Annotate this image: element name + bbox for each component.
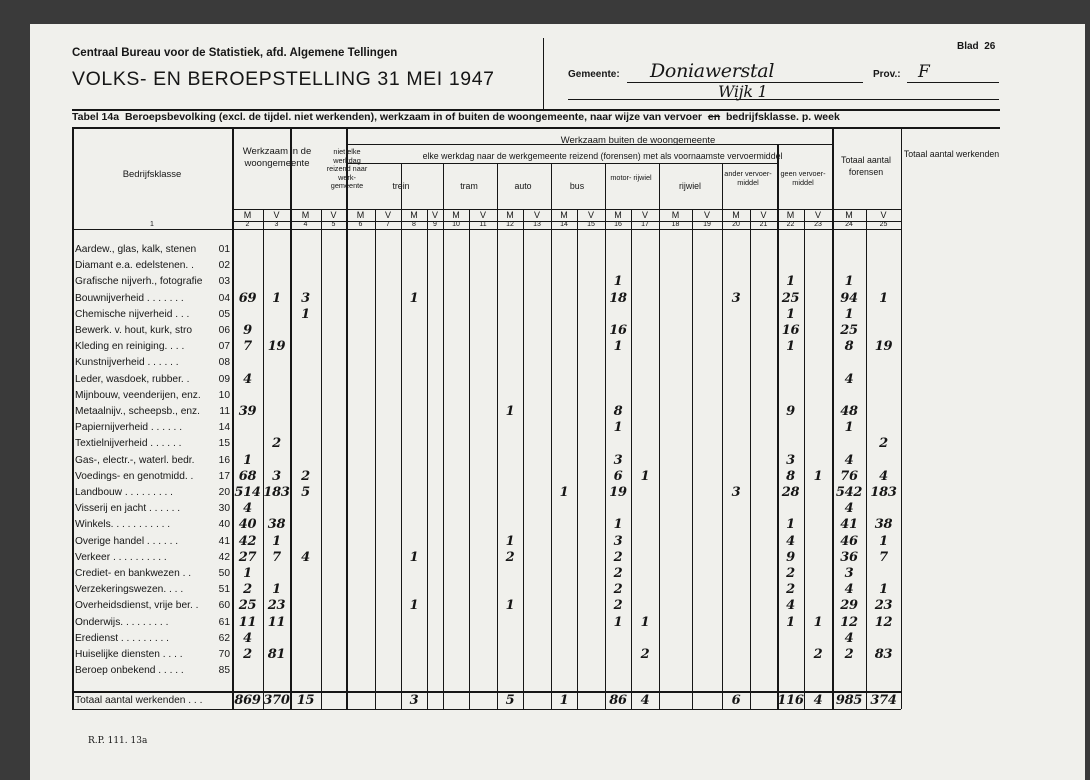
row-code: 50 bbox=[218, 568, 230, 579]
grid-vline bbox=[631, 209, 632, 709]
cell-value: 36 bbox=[840, 549, 858, 565]
cell-value: 39 bbox=[238, 404, 257, 419]
cell-value: 1 bbox=[505, 533, 515, 549]
bureau-name: Centraal Bureau voor de Statistiek, afd. Algemene Tellingen bbox=[72, 47, 398, 59]
mv-label: M bbox=[845, 210, 853, 220]
header-geen-vervoermiddel: geen vervoer- middel bbox=[780, 169, 826, 187]
grid-vline bbox=[263, 209, 264, 709]
cell-value: 9 bbox=[786, 549, 795, 565]
header-totaal-forensen: Totaal aantal forensen bbox=[841, 155, 891, 177]
row-label: Aardew., glas, kalk, stenen bbox=[75, 244, 197, 255]
mv-label: M bbox=[671, 210, 680, 220]
row-code: 08 bbox=[218, 357, 230, 369]
mv-label: V bbox=[814, 210, 821, 220]
row-code: 51 bbox=[218, 584, 230, 596]
row-code: 30 bbox=[218, 503, 230, 515]
table-top-rule bbox=[72, 127, 1000, 129]
column-number: 22 bbox=[786, 221, 795, 228]
column-number: 11 bbox=[479, 221, 487, 228]
grid-vline bbox=[659, 163, 660, 709]
header-buiten-woongemeente: Werkzaam buiten de woongemeente bbox=[560, 135, 716, 146]
cell-value: 3 bbox=[731, 290, 741, 306]
gemeente-value: Doniawerstal bbox=[650, 60, 775, 82]
mv-label: V bbox=[431, 210, 438, 220]
cell-value: 25 bbox=[781, 290, 800, 306]
cell-value: 6 bbox=[613, 468, 623, 484]
row-code: 11 bbox=[219, 406, 230, 417]
mv-label: M bbox=[301, 210, 310, 220]
cell-value: 4 bbox=[243, 371, 252, 387]
cell-value: 1 bbox=[243, 452, 252, 468]
prov-value: F bbox=[918, 62, 930, 82]
cell-value: 8 bbox=[844, 339, 854, 355]
census-form bbox=[30, 24, 1085, 780]
header-bus: bus bbox=[569, 181, 585, 191]
grid-vline bbox=[427, 209, 428, 709]
grid-vline bbox=[321, 209, 322, 709]
row-label: Beroep onbekend . . . . . bbox=[75, 665, 184, 677]
cell-value: 4 bbox=[301, 549, 310, 565]
header-niet-elke-werkdag: niet elke werkdag reizend naar werk- gemeente bbox=[326, 147, 368, 190]
cell-value: 542 bbox=[835, 485, 863, 500]
column-number: 20 bbox=[732, 221, 740, 228]
total-value: 4 bbox=[640, 693, 650, 709]
total-value: 3 bbox=[409, 693, 419, 709]
cell-value: 9 bbox=[243, 323, 252, 338]
cell-value: 25 bbox=[238, 598, 257, 614]
column-number: 9 bbox=[433, 221, 437, 228]
mv-label: V bbox=[330, 210, 337, 220]
row-code: 85 bbox=[218, 665, 230, 677]
grid-vline bbox=[497, 163, 498, 709]
row-label: Huiselijke diensten . . . . bbox=[75, 649, 183, 660]
cell-value: 19 bbox=[609, 485, 627, 500]
grid-vline bbox=[577, 209, 578, 709]
row-code: 03 bbox=[218, 276, 230, 288]
mv-label: M bbox=[410, 210, 418, 220]
row-label: Onderwijs. . . . . . . . . bbox=[75, 616, 169, 628]
header-bedrijfsklasse: Bedrijfsklasse bbox=[122, 169, 182, 180]
cell-value: 1 bbox=[786, 614, 795, 630]
grid-hline bbox=[232, 209, 901, 210]
blad-label: Blad 26 bbox=[957, 41, 996, 52]
total-value: 116 bbox=[777, 693, 804, 709]
cell-value: 2 bbox=[844, 647, 854, 662]
cell-value: 2 bbox=[613, 598, 623, 614]
row-code: 17 bbox=[218, 470, 230, 482]
cell-value: 1 bbox=[613, 614, 623, 630]
cell-value: 4 bbox=[243, 501, 252, 517]
grid-vline bbox=[692, 209, 693, 709]
cell-value: 2 bbox=[301, 468, 310, 484]
row-label: Verkeer . . . . . . . . . . bbox=[75, 551, 167, 563]
cell-value: 8 bbox=[613, 404, 623, 419]
cell-value: 41 bbox=[840, 517, 858, 533]
cell-value: 2 bbox=[505, 549, 515, 565]
row-label: Kleding en reiniging. . . . bbox=[75, 341, 185, 353]
column-number: 5 bbox=[331, 221, 336, 228]
row-code: 15 bbox=[218, 438, 230, 450]
cell-value: 1 bbox=[243, 566, 252, 581]
column-number: 25 bbox=[879, 221, 888, 228]
cell-value: 7 bbox=[879, 549, 888, 565]
cell-value: 1 bbox=[409, 290, 419, 306]
column-number: 4 bbox=[303, 221, 308, 228]
cell-value: 23 bbox=[267, 598, 286, 614]
cell-value: 4 bbox=[786, 533, 795, 549]
cell-value: 3 bbox=[301, 290, 310, 306]
cell-value: 40 bbox=[238, 517, 257, 533]
column-number: 2 bbox=[245, 221, 250, 228]
mv-label: V bbox=[533, 210, 540, 220]
grid-vline bbox=[722, 163, 723, 709]
cell-value: 4 bbox=[844, 582, 854, 598]
cell-value: 9 bbox=[786, 404, 795, 419]
mv-label: V bbox=[703, 210, 710, 220]
cell-value: 1 bbox=[409, 598, 419, 614]
row-label: Bewerk. v. hout, kurk, stro bbox=[75, 325, 193, 336]
cell-value: 4 bbox=[243, 630, 252, 646]
row-label: Voedings- en genotmidd. . bbox=[75, 470, 194, 482]
prov-label: Prov.: bbox=[873, 69, 901, 80]
cell-value: 1 bbox=[879, 533, 888, 549]
cell-value: 19 bbox=[874, 339, 893, 355]
mv-label: V bbox=[641, 210, 648, 220]
row-code: 06 bbox=[218, 325, 230, 336]
header-totaal-werkenden: Totaal aantal werkenden bbox=[903, 149, 1000, 159]
cell-value: 48 bbox=[840, 404, 858, 419]
prov-line bbox=[907, 82, 999, 83]
cell-value: 1 bbox=[640, 468, 650, 484]
column-number: 19 bbox=[703, 221, 711, 228]
grid-vline bbox=[469, 209, 470, 709]
cell-value: 3 bbox=[613, 452, 623, 468]
cell-value: 29 bbox=[840, 598, 858, 614]
cell-value: 1 bbox=[272, 533, 281, 549]
cell-value: 46 bbox=[840, 533, 858, 549]
row-label: Gas-, electr.-, waterl. bedr. bbox=[75, 454, 195, 466]
cell-value: 81 bbox=[267, 647, 286, 662]
cell-value: 38 bbox=[874, 517, 893, 533]
row-label: Winkels. . . . . . . . . . . bbox=[75, 519, 171, 531]
grid-vline bbox=[750, 209, 751, 709]
cell-value: 27 bbox=[238, 549, 257, 565]
cell-value: 83 bbox=[874, 647, 893, 662]
table-title: Tabel 14a Beroepsbevolking (excl. de tijdel. niet werkenden), werkzaam in of buiten de woongemeente, naar wijze van vervoer en bedrijfsklasse. p. week bbox=[72, 111, 840, 123]
cell-value: 1 bbox=[786, 339, 795, 355]
grid-vline bbox=[551, 163, 552, 709]
cell-value: 42 bbox=[238, 533, 257, 549]
total-value: 370 bbox=[263, 693, 290, 709]
cell-value: 1 bbox=[272, 582, 281, 598]
cell-value: 1 bbox=[786, 517, 795, 533]
row-code: 62 bbox=[218, 632, 230, 644]
grid-vline bbox=[290, 127, 292, 709]
header-auto: auto bbox=[514, 181, 532, 191]
cell-value: 4 bbox=[844, 630, 854, 646]
mv-label: V bbox=[587, 210, 594, 220]
column-number: 7 bbox=[386, 221, 390, 228]
row-label: Diamant e.a. edelstenen. . bbox=[75, 260, 194, 272]
mv-label: M bbox=[732, 210, 740, 220]
column-number: 23 bbox=[814, 221, 822, 228]
grid-vline bbox=[901, 127, 902, 709]
cell-value: 8 bbox=[786, 468, 795, 484]
row-code: 14 bbox=[218, 422, 230, 434]
cell-value: 16 bbox=[781, 323, 800, 338]
cell-value: 3 bbox=[613, 533, 623, 549]
total-value: 5 bbox=[505, 693, 515, 709]
row-code: 42 bbox=[218, 551, 230, 563]
cell-value: 1 bbox=[786, 274, 795, 290]
cell-value: 1 bbox=[613, 274, 623, 290]
column-number: 6 bbox=[358, 221, 363, 228]
grid-hline bbox=[72, 229, 901, 230]
row-code: 40 bbox=[218, 519, 230, 531]
row-code: 01 bbox=[218, 244, 230, 255]
grid-vline bbox=[804, 209, 805, 709]
cell-value: 2 bbox=[613, 566, 623, 581]
cell-value: 1 bbox=[813, 468, 823, 484]
row-code: 05 bbox=[218, 308, 230, 320]
grid-vline bbox=[866, 209, 867, 709]
cell-value: 183 bbox=[870, 485, 897, 500]
cell-value: 3 bbox=[272, 468, 281, 484]
cell-value: 3 bbox=[844, 566, 854, 581]
mv-label: M bbox=[356, 210, 365, 220]
row-label: Overige handel . . . . . . bbox=[75, 535, 179, 547]
mv-label: M bbox=[560, 210, 568, 220]
cell-value: 2 bbox=[879, 436, 888, 452]
grid-vline bbox=[375, 209, 376, 709]
header-ander-vervoermiddel: ander vervoer- middel bbox=[724, 169, 772, 187]
column-number: 15 bbox=[587, 221, 595, 228]
mv-label: M bbox=[506, 210, 514, 220]
gemeente-label: Gemeente: bbox=[568, 69, 620, 80]
row-label: Metaalnijv., scheepsb., enz. bbox=[75, 406, 200, 417]
header-rijwiel: rijwiel bbox=[679, 181, 701, 191]
column-number: 13 bbox=[533, 221, 541, 228]
column-number: 1 bbox=[150, 221, 154, 228]
census-title: VOLKS- EN BEROEPSTELLING 31 MEI 1947 bbox=[72, 68, 495, 90]
header-motorrijwiel: motor- rijwiel bbox=[610, 173, 652, 182]
header-woongemeente: Werkzaam in de woongemeente bbox=[242, 146, 312, 169]
column-number: 3 bbox=[274, 221, 279, 228]
cell-value: 514 bbox=[234, 485, 261, 500]
cell-value: 7 bbox=[272, 549, 281, 565]
cell-value: 5 bbox=[301, 485, 310, 500]
form-code: R.P. 111. 13a bbox=[88, 736, 148, 746]
cell-value: 68 bbox=[238, 468, 257, 484]
grid-hline bbox=[72, 709, 901, 710]
cell-value: 94 bbox=[840, 290, 858, 306]
row-label: Chemische nijverheid . . . bbox=[75, 308, 190, 320]
grid-hline bbox=[346, 144, 832, 145]
cell-value: 1 bbox=[272, 290, 281, 306]
row-label: Leder, wasdoek, rubber. . bbox=[75, 373, 190, 385]
row-label: Visserij en jacht . . . . . . bbox=[75, 503, 181, 515]
cell-value: 1 bbox=[505, 598, 515, 614]
cell-value: 1 bbox=[409, 549, 419, 565]
total-value: 374 bbox=[870, 693, 897, 709]
row-label: Kunstnijverheid . . . . . . bbox=[75, 357, 179, 369]
grid-vline bbox=[401, 163, 402, 709]
row-label: Grafische nijverh., fotografie bbox=[75, 276, 203, 288]
row-code: 70 bbox=[218, 649, 230, 660]
cell-value: 1 bbox=[844, 274, 854, 290]
cell-value: 69 bbox=[238, 290, 257, 306]
header-elke-werkdag: elke werkdag naar de werkgemeente reizend (forensen) met als voornaamste vervoermiddel bbox=[422, 151, 783, 161]
total-value: 86 bbox=[609, 693, 627, 709]
cell-value: 19 bbox=[267, 339, 286, 355]
cell-value: 28 bbox=[781, 485, 800, 500]
cell-value: 38 bbox=[267, 517, 286, 533]
column-number: 17 bbox=[641, 221, 649, 228]
cell-value: 3 bbox=[731, 485, 741, 500]
mv-label: M bbox=[243, 210, 252, 220]
row-label: Crediet- en bankwezen . . bbox=[75, 568, 192, 579]
grid-vline bbox=[443, 163, 444, 709]
total-label: Totaal aantal werkenden . . . bbox=[75, 695, 203, 707]
cell-value: 3 bbox=[786, 452, 795, 468]
row-code: 61 bbox=[218, 616, 230, 628]
mv-label: M bbox=[452, 210, 460, 220]
cell-value: 2 bbox=[243, 582, 252, 598]
row-code: 07 bbox=[218, 341, 230, 353]
cell-value: 12 bbox=[874, 614, 893, 630]
cell-value: 4 bbox=[844, 501, 854, 517]
cell-value: 2 bbox=[813, 647, 823, 662]
total-value: 1 bbox=[559, 693, 569, 709]
cell-value: 2 bbox=[786, 566, 795, 581]
row-code: 09 bbox=[218, 373, 230, 385]
column-number: 16 bbox=[614, 221, 622, 228]
cell-value: 1 bbox=[844, 306, 854, 322]
column-number: 21 bbox=[759, 221, 768, 228]
row-code: 02 bbox=[218, 260, 230, 272]
row-label: Bouwnijverheid . . . . . . . bbox=[75, 292, 184, 304]
column-number: 24 bbox=[845, 221, 853, 228]
mv-label: M bbox=[786, 210, 795, 220]
wijk-value: Wijk 1 bbox=[718, 82, 768, 101]
grid-vline bbox=[72, 127, 74, 709]
cell-value: 16 bbox=[609, 323, 627, 338]
column-number: 12 bbox=[506, 221, 514, 228]
row-code: 41 bbox=[218, 535, 230, 547]
grid-hline bbox=[346, 163, 777, 164]
total-value: 869 bbox=[234, 693, 261, 709]
cell-value: 12 bbox=[840, 614, 858, 630]
total-value: 4 bbox=[813, 693, 823, 709]
row-code: 10 bbox=[218, 389, 230, 401]
grid-hline bbox=[232, 221, 901, 222]
grid-vline bbox=[523, 209, 524, 709]
cell-value: 4 bbox=[879, 468, 888, 484]
column-number: 8 bbox=[412, 221, 416, 228]
cell-value: 1 bbox=[844, 420, 854, 436]
cell-value: 1 bbox=[559, 485, 569, 500]
cell-value: 1 bbox=[613, 339, 623, 355]
total-value: 6 bbox=[731, 693, 741, 709]
row-label: Mijnbouw, veenderijen, enz. bbox=[75, 389, 201, 401]
cell-value: 18 bbox=[609, 290, 627, 306]
cell-value: 76 bbox=[840, 468, 858, 484]
cell-value: 2 bbox=[613, 549, 623, 565]
cell-value: 1 bbox=[879, 582, 888, 598]
row-label: Overheidsdienst, vrije ber. . bbox=[75, 600, 199, 612]
total-value: 985 bbox=[835, 693, 863, 709]
cell-value: 2 bbox=[272, 436, 281, 452]
cell-value: 4 bbox=[844, 452, 854, 468]
cell-value: 1 bbox=[786, 306, 795, 322]
mv-label: V bbox=[880, 210, 887, 220]
row-code: 04 bbox=[218, 292, 230, 304]
mv-label: V bbox=[479, 210, 486, 220]
header-divider bbox=[543, 38, 544, 109]
cell-value: 4 bbox=[786, 598, 795, 614]
header-trein: trein bbox=[392, 181, 410, 191]
cell-value: 11 bbox=[238, 614, 257, 630]
cell-value: 7 bbox=[243, 339, 252, 355]
column-number: 14 bbox=[560, 221, 568, 228]
cell-value: 1 bbox=[879, 290, 888, 306]
total-value: 15 bbox=[296, 693, 315, 709]
cell-value: 1 bbox=[613, 517, 623, 533]
mv-label: V bbox=[760, 210, 767, 220]
row-label: Papiernijverheid . . . . . . bbox=[75, 422, 183, 434]
cell-value: 1 bbox=[505, 404, 515, 419]
row-label: Landbouw . . . . . . . . . bbox=[75, 487, 173, 498]
cell-value: 2 bbox=[243, 647, 252, 662]
cell-value: 1 bbox=[640, 614, 650, 630]
cell-value: 2 bbox=[640, 647, 650, 662]
row-label: Verzekeringswezen. . . . bbox=[75, 584, 184, 596]
column-number: 18 bbox=[671, 221, 680, 228]
cell-value: 25 bbox=[840, 323, 858, 338]
cell-value: 1 bbox=[301, 306, 310, 322]
grid-vline bbox=[346, 127, 348, 709]
wijk-line bbox=[568, 99, 999, 100]
row-label: Textielnijverheid . . . . . . bbox=[75, 438, 182, 450]
mv-label: V bbox=[384, 210, 391, 220]
row-code: 60 bbox=[218, 600, 230, 612]
mv-label: V bbox=[273, 210, 280, 220]
column-number: 10 bbox=[452, 221, 460, 228]
cell-value: 11 bbox=[267, 614, 286, 630]
row-code: 16 bbox=[218, 454, 230, 466]
mv-label: M bbox=[614, 210, 622, 220]
cell-value: 23 bbox=[874, 598, 893, 614]
cell-value: 1 bbox=[613, 420, 623, 436]
cell-value: 1 bbox=[813, 614, 823, 630]
header-tram: tram bbox=[460, 181, 478, 191]
cell-value: 183 bbox=[263, 485, 290, 500]
row-label: Eredienst . . . . . . . . . bbox=[75, 632, 169, 644]
cell-value: 2 bbox=[613, 582, 623, 598]
cell-value: 4 bbox=[844, 371, 854, 387]
row-code: 20 bbox=[218, 487, 230, 498]
cell-value: 2 bbox=[786, 582, 795, 598]
